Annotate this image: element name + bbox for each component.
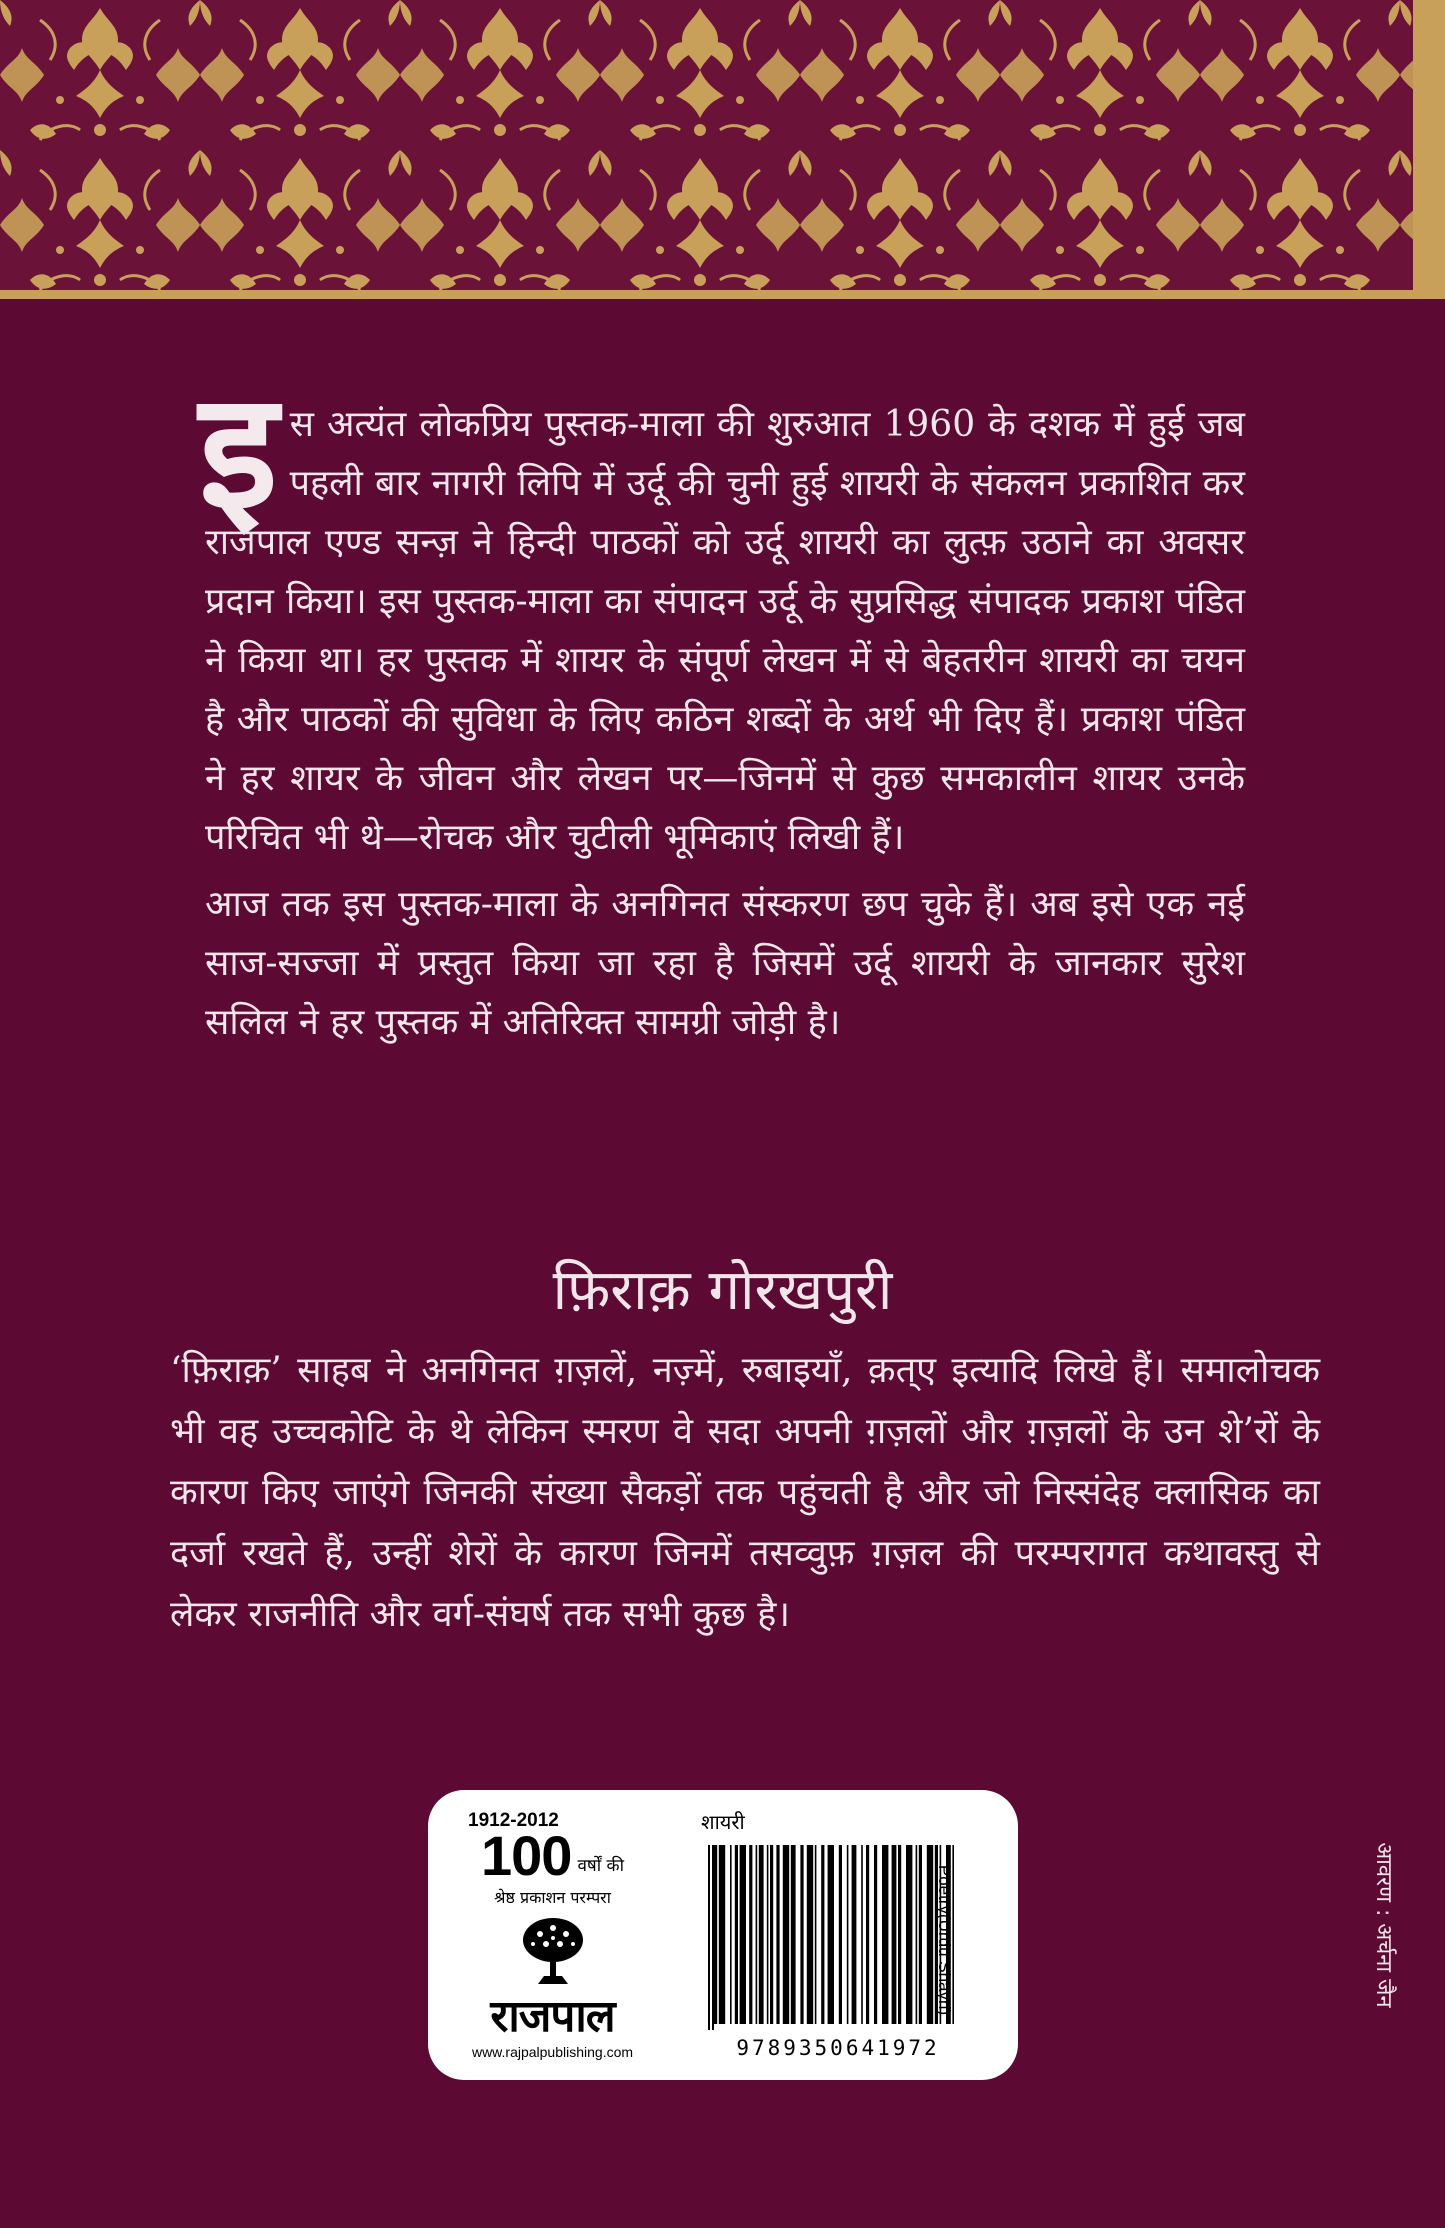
barcode-bar: [892, 1845, 897, 2024]
damask-pattern-band: [0, 0, 1445, 290]
publisher-tagline: श्रेष्ठ प्रकाशन परम्परा: [494, 1888, 611, 1907]
barcode-bar: [815, 1845, 817, 2024]
barcode-bar: [906, 1845, 912, 2024]
barcode-bar: [791, 1845, 796, 2024]
anniversary-years: 1912-2012: [468, 1810, 559, 1831]
isbn-number: 9789350641972: [736, 2036, 940, 2060]
barcode-bar: [719, 1845, 725, 2024]
publisher-barcode-panel: [428, 1790, 1018, 2080]
barcode-bar: [866, 1845, 869, 2024]
barcode-bar: [735, 1845, 738, 2024]
isbn-barcode: [708, 1845, 963, 2035]
publisher-brand: राजपाल: [490, 1991, 615, 2042]
cover-credit: आवरण : अर्चना जैन: [1371, 1842, 1396, 2008]
barcode-bar: [800, 1845, 803, 2024]
barcode-bar: [852, 1845, 857, 2024]
barcode-bar: [714, 1845, 717, 2024]
intro-paragraph-1-text: स अत्यंत लोकप्रिय पुस्तक-माला की शुरुआत 1960 के दशक में हुई जब पहली बार नागरी लिपि में उर्दू की चुनी हुई शायरी के संकलन प्रकाशित कर राजपाल एण्ड सन्ज़ ने हिन्दी पाठकों को उर्दू शायरी का लुत्फ़ उठाने का अवसर प्रदान किया। इस पुस्तक-माला का संपादन उर्दू के सुप्रसिद्ध संपादक प्रकाश पंडित ने किया था। हर पुस्तक में शायर के संपूर्ण लेखन में से बेहतरीन शायरी का चयन है और पाठकों की सुविधा के लिए कठिन शब्दों के अर्थ भी दिए हैं। प्रकाश पंडित ने हर शायर के जीवन और लेखन पर—जिनमें से कुछ समकालीन शायर उनके परिचित भी थे—रोचक और चुटीली भूमिकाएं लिखी हैं।: [205, 404, 1245, 858]
barcode-bar: [807, 1845, 813, 2024]
barcode-bar: [740, 1845, 746, 2024]
barcode-bar: [874, 1845, 877, 2024]
centenary-years-word: वर्षों की: [577, 1856, 624, 1876]
series-introduction: [199, 357, 1245, 1060]
publisher-logo-block: [460, 1810, 645, 2070]
author-description: ‘फ़िराक़’ साहब ने अनगिनत ग़ज़लें, नज़्में, रुबाइयाँ, क़त्‌ए इत्यादि लिखे हैं। समालोचक भी वह उच्चकोटि के थे लेकिन स्मरण वे सदा अपनी ग़ज़लों और ग़ज़लों के उन शे’रों के कारण किए जाएंगे जिनकी संख्या सैकड़ों तक पहुंचती है और जो निस्संदेह क्लासिक का दर्जा रखते हैं, उन्हीं शेरों के कारण जिनमें तसव्वुफ़ ग़ज़ल की परम्परागत कथावस्तु से लेकर राजनीति और वर्ग-संघर्ष तक सभी कुछ है।: [170, 1350, 1320, 1635]
barcode-bar: [828, 1845, 834, 2024]
barcode-bar: [898, 1845, 901, 2024]
barcode-bar: [730, 1845, 732, 2024]
damask-pattern-graphic: [0, 0, 1445, 290]
intro-paragraph-2: आज तक इस पुस्तक-माला के अनगिनत संस्करण छप चुके हैं। अब इसे एक नई साज-सज्जा में प्रस्तुत किया जा रहा है जिसमें उर्दू शायरी के जानकार सुरेश सलिल ने हर पुस्तक में अतिरिक्त सामग्री जोड़ी है।: [205, 884, 1245, 1043]
barcode-bar: [916, 1845, 918, 2024]
barcode-bar: [821, 1845, 824, 2024]
gold-divider: [0, 290, 1445, 299]
barcode-bar: [861, 1845, 863, 2024]
gold-edge-strip: [1413, 0, 1445, 290]
barcode-bar: [767, 1845, 769, 2024]
centenary-number: 100: [481, 1824, 572, 1887]
barcode-bar: [927, 1845, 933, 2024]
barcode-bar: [749, 1845, 752, 2024]
barcode-bar: [756, 1845, 758, 2024]
author-name: फ़िराक़ गोरखपुरी: [552, 1258, 893, 1323]
drop-cap: इ: [199, 357, 278, 544]
barcode-bar: [712, 1845, 714, 2030]
barcode-bar: [770, 1845, 773, 2024]
genre-label: शायरी: [701, 1810, 745, 1834]
barcode-bar: [776, 1845, 779, 2024]
barcode-bar: [783, 1845, 789, 2024]
barcode-bar: [882, 1845, 888, 2024]
intro-paragraph-1: [199, 357, 1245, 867]
barcode-bar: [839, 1845, 842, 2024]
barcode-bar: [919, 1845, 922, 2024]
barcode-bar: [708, 1845, 710, 2030]
tree-logo-icon: [460, 1914, 645, 1992]
barcode-bar: [847, 1845, 849, 2024]
centenary-row: [460, 1824, 645, 1887]
publisher-website: www.rajpalpublishing.com: [471, 2044, 634, 2060]
category-label: Poetry(Urdu Shayri): [935, 1864, 954, 2016]
barcode-bar: [759, 1845, 764, 2024]
